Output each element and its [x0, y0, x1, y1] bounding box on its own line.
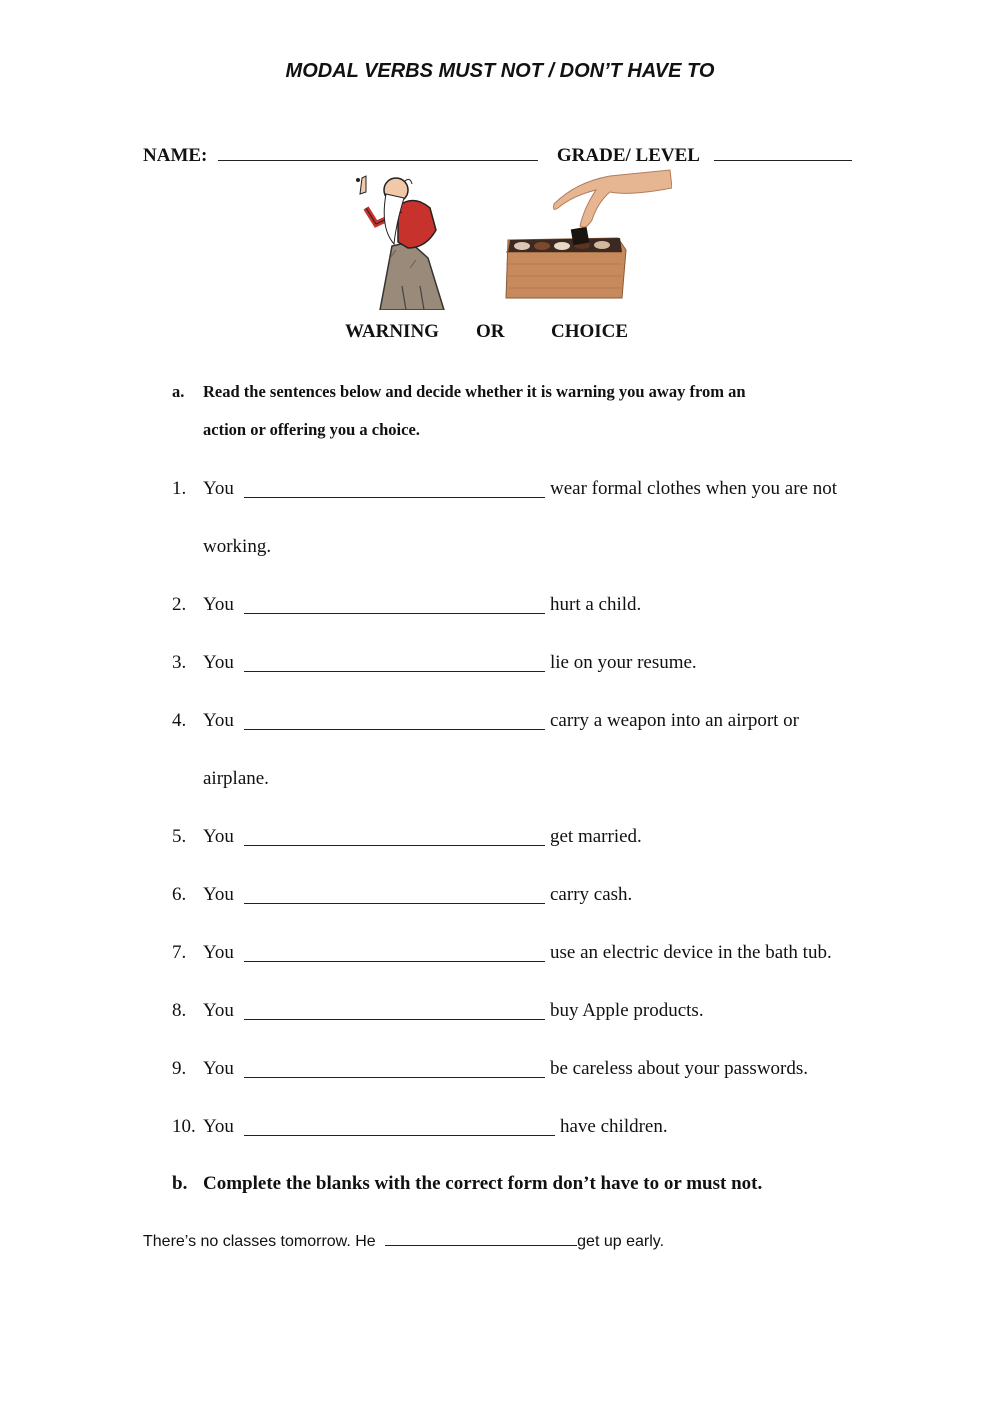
item-number: 8. — [172, 1000, 187, 1021]
name-blank[interactable] — [218, 142, 538, 161]
item-number: 5. — [172, 826, 187, 847]
item-text: use an electric device in the bath tub. — [550, 942, 832, 963]
exercise-item-10 — [0, 1116, 1000, 1142]
item-number: 4. — [172, 710, 187, 731]
item-number: 9. — [172, 1058, 187, 1079]
item-text: hurt a child. — [550, 594, 642, 615]
item-subject: You — [203, 478, 234, 499]
grade-label: GRADE/ LEVEL — [556, 145, 699, 166]
exercise-item-5 — [0, 826, 1000, 852]
item-text: lie on your resume. — [550, 652, 697, 673]
exercise-item-4-continuation: airplane. — [203, 768, 269, 789]
label-or: OR — [476, 321, 505, 342]
item-text: get married. — [550, 826, 642, 847]
section-b-letter: b. — [172, 1173, 188, 1194]
section-a-letter: a. — [172, 382, 185, 401]
warning-illustration — [340, 168, 450, 310]
answer-blank[interactable] — [244, 903, 545, 904]
answer-blank[interactable] — [244, 1135, 555, 1136]
answer-blank[interactable] — [244, 845, 545, 846]
item-text: carry a weapon into an airport or — [550, 710, 800, 731]
item-number: 7. — [172, 942, 187, 963]
name-grade-row — [143, 142, 852, 167]
name-label: NAME: — [143, 145, 208, 166]
section-b-instructions: Complete the blanks with the correct form don’t have to or must not. — [203, 1173, 763, 1194]
exercise-item-2 — [0, 594, 1000, 620]
item-subject: You — [203, 710, 234, 731]
exercise-item-1 — [0, 478, 1000, 504]
exercise-item-1-continuation: working. — [203, 536, 272, 557]
item-number: 2. — [172, 594, 187, 615]
item-subject: You — [203, 1058, 234, 1079]
answer-blank[interactable] — [244, 671, 545, 672]
answer-blank[interactable] — [385, 1231, 577, 1246]
exercise-item-7 — [0, 942, 1000, 968]
item-number: 6. — [172, 884, 187, 905]
exercise-b-sentence — [143, 1231, 664, 1251]
exercise-item-9 — [0, 1058, 1000, 1084]
section-a-line-2: action or offering you a choice. — [203, 420, 420, 439]
exercise-item-6 — [0, 884, 1000, 910]
item-subject: You — [203, 594, 234, 615]
worksheet-title: MODAL VERBS MUST NOT / DON’T HAVE TO — [285, 60, 715, 82]
item-number: 10. — [172, 1116, 196, 1137]
answer-blank[interactable] — [244, 961, 545, 962]
item-subject: You — [203, 942, 234, 963]
sentence-start: There’s no classes tomorrow. He — [143, 1233, 376, 1250]
item-subject: You — [203, 826, 234, 847]
answer-blank[interactable] — [244, 1019, 545, 1020]
item-text: buy Apple products. — [550, 1000, 704, 1021]
answer-blank[interactable] — [244, 497, 545, 498]
exercise-item-8 — [0, 1000, 1000, 1026]
label-warning: WARNING — [345, 321, 439, 342]
item-text: have children. — [560, 1116, 668, 1137]
sentence-end: get up early. — [577, 1233, 665, 1250]
answer-blank[interactable] — [244, 613, 545, 614]
item-text: wear formal clothes when you are not — [550, 478, 838, 499]
item-text: be careless about your passwords. — [550, 1058, 809, 1079]
section-a-line-1: Read the sentences below and decide whether it is warning you away from an — [203, 382, 746, 401]
item-subject: You — [203, 652, 234, 673]
item-number: 1. — [172, 478, 187, 499]
item-subject: You — [203, 884, 234, 905]
item-subject: You — [203, 1000, 234, 1021]
item-text: carry cash. — [550, 884, 633, 905]
exercise-item-3 — [0, 652, 1000, 678]
answer-blank[interactable] — [244, 729, 545, 730]
choice-illustration — [500, 168, 672, 300]
item-number: 3. — [172, 652, 187, 673]
answer-blank[interactable] — [244, 1077, 545, 1078]
exercise-item-4 — [0, 710, 1000, 736]
label-choice: CHOICE — [551, 321, 629, 342]
grade-blank[interactable] — [714, 142, 852, 161]
item-subject: You — [203, 1116, 234, 1137]
